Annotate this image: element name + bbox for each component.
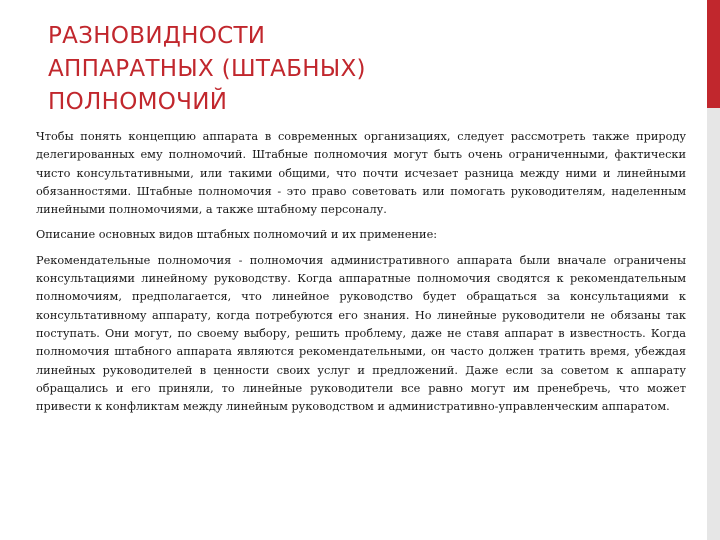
accent-bar-top <box>707 0 720 108</box>
accent-bar-bottom <box>707 108 720 540</box>
section-heading-paragraph: Описание основных видов штабных полномочий и их применение: <box>36 228 438 242</box>
title-line: ПОЛНОМОЧИЙ <box>48 89 228 115</box>
intro-paragraph: Чтобы понять концепцию аппарата в современных организациях, следует рассмотреть также природу делегированных ему полномочий. Штабные полномочия могут быть очень ограниченными, фактически чисто консультативными, или такими общими, что почти исчезает разница между ними и линейными обязанностями. Штабные полномочия - это право советовать или помогать руководителям, наделенным линейными полномочиями, а также штабному персоналу. <box>36 130 686 217</box>
slide-body <box>36 128 686 423</box>
recommendation-paragraph: Рекомендательные полномочия - полномочия административного аппарата были вначале ограничены консультациями линейному руководству. Когда аппаратные полномочия сводятся к рекомендательным полномочиям, предполагается, что линейное руководство будет обращаться за консультациями к консультативному аппарату, когда потребуются его знания. Но линейные руководители не обязаны так поступать. Они могут, по своему выбору, решить проблему, даже не ставя аппарат в известность. Когда полномочия штабного аппарата являются рекомендательными, он часто должен тратить время, убеждая линейных руководителей в ценности своих услуг и предложений. Даже если за советом к аппарату обращались и его приняли, то линейные руководители все равно могут им пренебречь, что может привести к конфликтам между линейным руководством и административно-управленческим аппаратом. <box>36 253 686 414</box>
title-line: РАЗНОВИДНОСТИ <box>48 23 266 49</box>
title-line: АППАРАТНЫХ (ШТАБНЫХ) <box>48 56 366 82</box>
slide-title <box>48 20 648 119</box>
